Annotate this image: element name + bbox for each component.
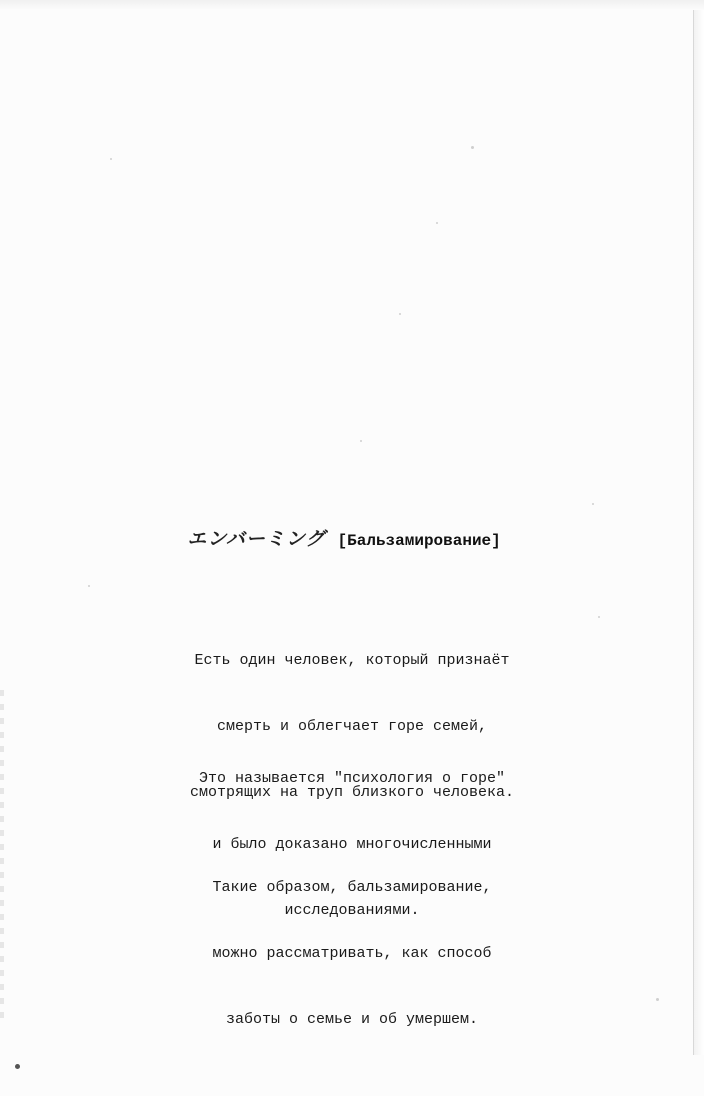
paragraph-line: и было доказано многочисленными [212,836,492,853]
paragraph-line: смерть и облегчает горе семей, [216,718,488,735]
scan-speck [360,440,362,442]
scan-speck [110,158,112,160]
paragraph-3 [0,833,704,1075]
paragraph-line: можно рассматривать, как способ [212,945,492,962]
paragraph-line: заботы о семье и об умершем. [225,1011,479,1028]
scan-speck [399,313,401,315]
chapter-title [0,524,704,551]
paragraph-line: Есть один человек, который признаёт [194,652,510,669]
title-japanese: エンバーミング [187,528,326,550]
scan-speck [88,585,90,587]
paragraph-line: исследованиями. [284,902,420,919]
paragraph-line: смотрящих на труп близкого человека. [189,784,515,801]
title-russian: [Бальзамирование] [337,532,501,550]
scan-speck [436,222,438,224]
paragraph-line: Такие образом, бальзамирование, [212,879,492,896]
scan-speck [592,503,594,505]
scan-speck [471,146,474,149]
paragraph-line: Это называется "психология о горе" [198,770,506,787]
paper-top-edge [0,0,704,10]
